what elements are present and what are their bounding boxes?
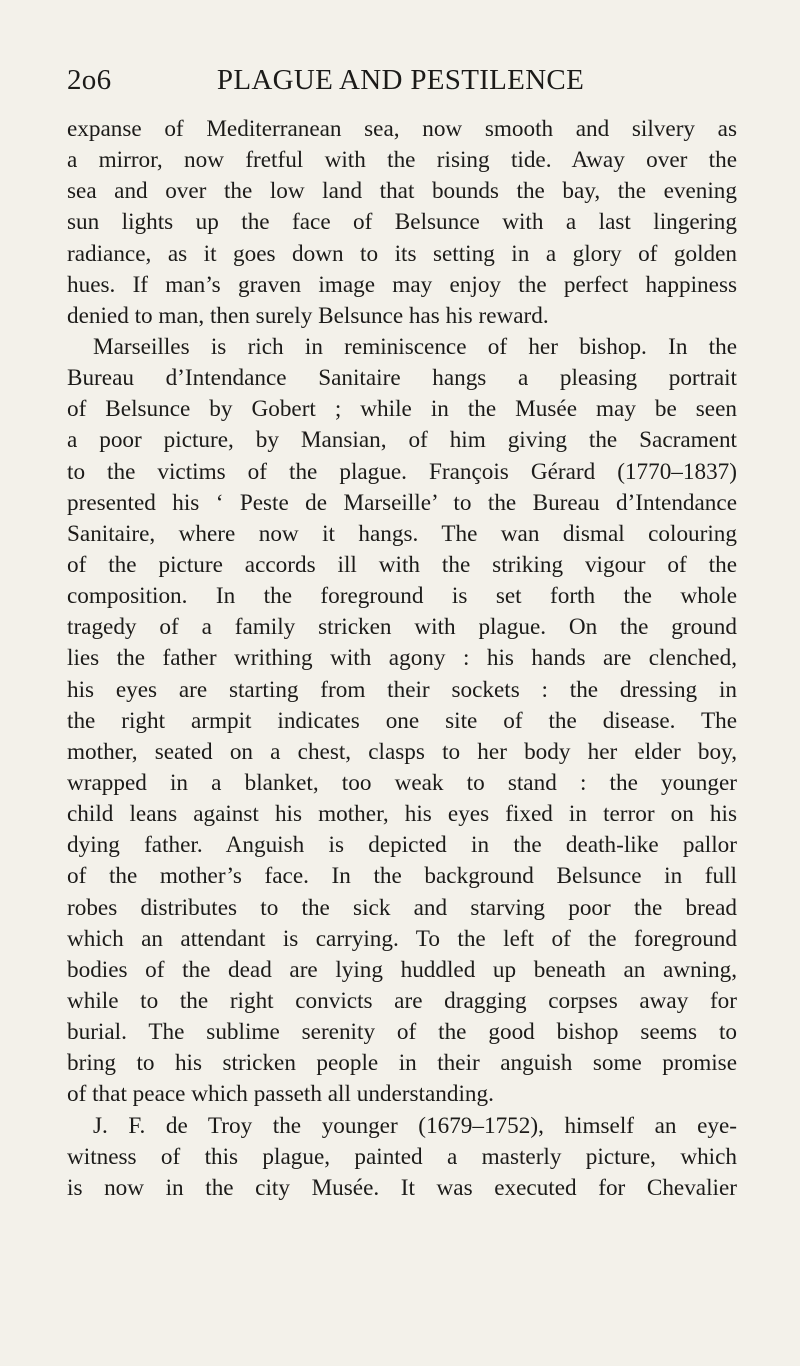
text-line: Marseilles is rich in reminiscence of her bishop. In the: [93, 333, 737, 360]
text-line: Bureau d’Intendance Sanitaire hangs a pleasing portrait: [67, 365, 737, 392]
text-line: J. F. de Troy the younger (1679–1752), himself an eye-: [93, 1112, 737, 1139]
text-line: a poor picture, by Mansian, of him giving the Sacrament: [67, 427, 737, 454]
text-line: robes distributes to the sick and starving poor the bread: [67, 894, 737, 921]
text-line: composition. In the foreground is set forth the whole: [67, 583, 737, 610]
text-line: of the picture accords ill with the striking vigour of the: [67, 551, 737, 578]
text-line: lies the father writhing with agony : his hands are clenched,: [67, 645, 737, 672]
text-line: bring to his stricken people in their anguish some promise: [67, 1050, 737, 1077]
text-line: child leans against his mother, his eyes fixed in terror on his: [67, 801, 737, 828]
text-line: of that peace which passeth all understanding.: [67, 1081, 494, 1108]
text-line: mother, seated on a chest, clasps to her body her elder boy,: [67, 738, 737, 765]
running-title: PLAGUE AND PESTILENCE: [216, 64, 585, 96]
text-line: of the mother’s face. In the background Belsunce in full: [67, 863, 737, 890]
text-line: is now in the city Musée. It was executed for Chevalier: [67, 1174, 737, 1201]
text-line: hues. If man’s graven image may enjoy the perfect happiness: [67, 271, 737, 298]
text-line: a mirror, now fretful with the rising tide. Away over the: [67, 147, 737, 174]
text-line: wrapped in a blanket, too weak to stand : the younger: [67, 769, 737, 796]
text-line: of Belsunce by Gobert ; while in the Musée may be seen: [67, 396, 737, 423]
text-line: sea and over the low land that bounds the bay, the evening: [67, 178, 737, 205]
text-line: Sanitaire, where now it hangs. The wan dismal colouring: [67, 520, 737, 547]
text-line: his eyes are starting from their sockets : the dressing in: [67, 676, 737, 703]
text-line: the right armpit indicates one site of the disease. The: [67, 707, 737, 734]
text-line: sun lights up the face of Belsunce with a last lingering: [67, 209, 737, 236]
text-line: expanse of Mediterranean sea, now smooth and silvery as: [67, 116, 737, 142]
text-line: which an attendant is carrying. To the left of the foreground: [67, 925, 737, 952]
page-header: [67, 64, 734, 104]
text-line: bodies of the dead are lying huddled up beneath an awning,: [67, 956, 737, 983]
body-text: [67, 114, 737, 1204]
text-line: dying father. Anguish is depicted in the death-like pallor: [67, 832, 737, 859]
text-line: to the victims of the plague. François Gérard (1770–1837): [67, 458, 737, 485]
page-number: 2o6: [67, 64, 112, 96]
text-line: radiance, as it goes down to its setting in a glory of golden: [67, 240, 737, 267]
text-line: witness of this plague, painted a masterly picture, which: [67, 1143, 737, 1170]
text-line: presented his ‘ Peste de Marseille’ to the Bureau d’Intendance: [67, 489, 737, 516]
text-line: while to the right convicts are dragging corpses away for: [67, 987, 737, 1014]
text-line: tragedy of a family stricken with plague. On the ground: [67, 614, 737, 641]
text-line: burial. The sublime serenity of the good bishop seems to: [67, 1019, 737, 1046]
text-line: denied to man, then surely Belsunce has his reward.: [67, 302, 549, 329]
